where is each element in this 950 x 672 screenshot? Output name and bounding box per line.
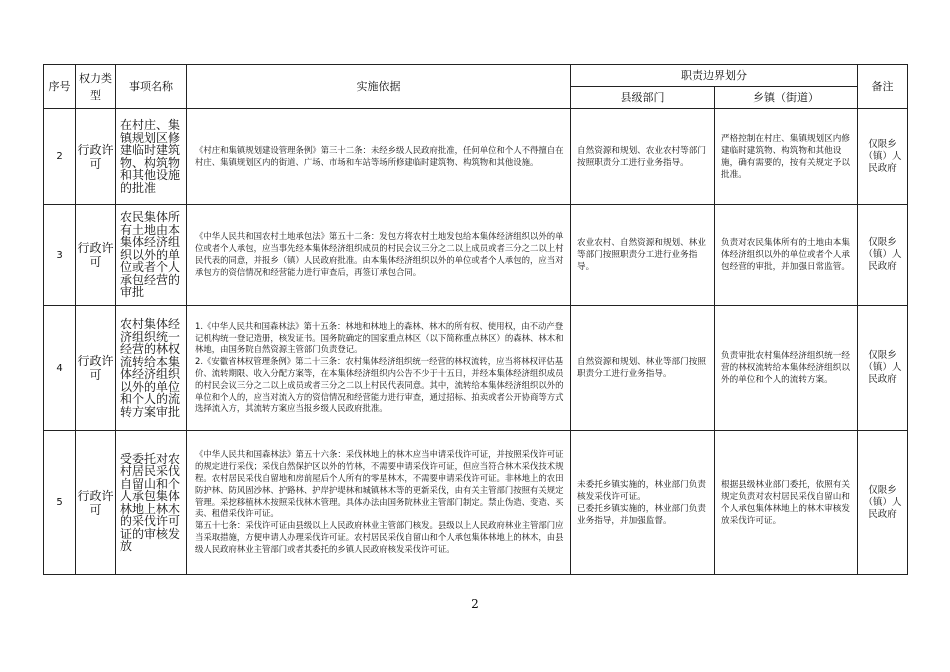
basis-paragraph: 《村庄和集镇规划建设管理条例》第三十二条：未经乡级人民政府批准，任何单位和个人不得擅自在村庄、集镇规划区内的街道、广场、市场和车站等场所修建临时建筑物、构筑物和其他设施。 (195, 144, 564, 167)
table-row (44, 306, 908, 431)
row-name: 在村庄、集镇规划区修建临时建筑物、构筑物和其他设施的批准 (116, 109, 187, 205)
row-index: 2 (44, 109, 76, 205)
row-note: 仅限乡（镇）人民政府 (858, 431, 908, 575)
header-town: 乡镇（街道） (715, 87, 858, 109)
header-name: 事项名称 (116, 65, 187, 109)
row-type: 行政许可 (76, 205, 116, 306)
row-county: 自然资源和规划、林业等部门按照职责分工进行业务指导。 (571, 306, 715, 431)
header-boundary: 职责边界划分 (571, 65, 858, 87)
row-index: 4 (44, 306, 76, 431)
row-note: 仅限乡（镇）人民政府 (858, 306, 908, 431)
header-county: 县级部门 (571, 87, 715, 109)
row-basis (187, 431, 571, 575)
basis-paragraph: 1.《中华人民共和国森林法》第十五条：林地和林地上的森林、林木的所有权、使用权，由不动产登记机构统一登记造册，核发证书。国务院确定的国家重点林区（以下简称重点林区）的森林、林木和林地，由国务院自然资源主管部门负责登记。 (195, 320, 564, 355)
row-basis (187, 205, 571, 306)
row-name: 农民集体所有土地由本集体经济组织以外的单位或者个人承包经营的审批 (116, 205, 187, 306)
row-name: 受委托对农村居民采伐自留山和个人承包集体林地上林木的采伐许可证的审核发放 (116, 431, 187, 575)
table-row (44, 109, 908, 205)
header-type: 权力类型 (76, 65, 116, 109)
basis-paragraph: 第五十七条：采伐许可证由县级以上人民政府林业主管部门核发。县级以上人民政府林业主管部门应当采取措施，方便申请人办理采伐许可证。农村居民采伐自留山和个人承包集体林地上的林木，由县级人民政府林业主管部门或者其委托的乡镇人民政府核发采伐许可证。 (195, 520, 564, 554)
header-note: 备注 (858, 65, 908, 109)
header-basis: 实施依据 (187, 65, 571, 109)
row-index: 3 (44, 205, 76, 306)
row-town: 根据县级林业部门委托，依照有关规定负责对农村居民采伐自留山和个人承包集体林地上的林木审核发放采伐许可证。 (715, 431, 858, 575)
row-note: 仅限乡（镇）人民政府 (858, 109, 908, 205)
row-county: 自然资源和规划、农业农村等部门按照职责分工进行业务指导。 (571, 109, 715, 205)
row-type: 行政许可 (76, 109, 116, 205)
row-county: 未委托乡镇实施的，林业部门负责核发采伐许可证。 已委托乡镇实施的，林业部门负责业务指导，并加强监督。 (571, 431, 715, 575)
row-basis (187, 109, 571, 205)
row-county: 农业农村、自然资源和规划、林业等部门按照职责分工进行业务指导。 (571, 205, 715, 306)
row-name: 农村集体经济组织统一经营的林权流转给本集体经济组织以外的单位和个人的流转方案审批 (116, 306, 187, 431)
table-row (44, 431, 908, 575)
responsibility-table (43, 64, 908, 575)
table-row (44, 205, 908, 306)
basis-paragraph: 《中华人民共和国森林法》第五十六条：采伐林地上的林木应当申请采伐许可证，并按照采伐许可证的规定进行采伐；采伐自然保护区以外的竹林，不需要申请采伐许可证，但应当符合林木采伐技术规程。农村居民采伐自留地和房前屋后个人所有的零星林木，不需要申请采伐许可证。非林地上的农田防护林、防风固沙林、护路林、护岸护堤林和城镇林木等的更新采伐，由有关主管部门按照有关规定管理。采挖移植林木按照采伐林木管理。具体办法由国务院林业主管部门制定。禁止伪造、变造、买卖、租借采伐许可证。 (195, 449, 564, 519)
basis-paragraph: 《中华人民共和国农村土地承包法》第五十二条：发包方将农村土地发包给本集体经济组织以外的单位或者个人承包，应当事先经本集体经济组织成员的村民会议三分之二以上成员或者三分之二以上村民代表的同意，并报乡（镇）人民政府批准。由本集体经济组织以外的单位或者个人承包的，应当对承包方的资信情况和经营能力进行审查后，再签订承包合同。 (195, 231, 564, 277)
row-type: 行政许可 (76, 306, 116, 431)
header-index: 序号 (44, 65, 76, 109)
row-town: 严格控制在村庄、集镇规划区内修建临时建筑物、构筑物和其他设施，确有需要的，按有关规定予以批准。 (715, 109, 858, 205)
row-town: 负责审批农村集体经济组织统一经营的林权流转给本集体经济组织以外的单位和个人的流转方案。 (715, 306, 858, 431)
row-basis (187, 306, 571, 431)
basis-paragraph: 2.《安徽省林权管理条例》第二十三条：农村集体经济组织统一经营的林权流转，应当将林权评估基价、流转期限、收入分配方案等，在本集体经济组织内公告不少于十五日，并经本集体经济组织成员的村民会议三分之二以上成员或者三分之二以上村民代表同意。其中，流转给本集体经济组织以外的单位和个人的，应当对流入方的资信情况和经营能力进行审查，通过招标、拍卖或者公开协商等方式选择流入方，其流转方案应当报乡级人民政府批准。 (195, 356, 564, 414)
page-number: 2 (471, 597, 479, 611)
row-town: 负责对农民集体所有的土地由本集体经济组织以外的单位或者个人承包经营的审批，并加强日常监管。 (715, 205, 858, 306)
row-index: 5 (44, 431, 76, 575)
row-note: 仅限乡（镇）人民政府 (858, 205, 908, 306)
row-type: 行政许可 (76, 431, 116, 575)
